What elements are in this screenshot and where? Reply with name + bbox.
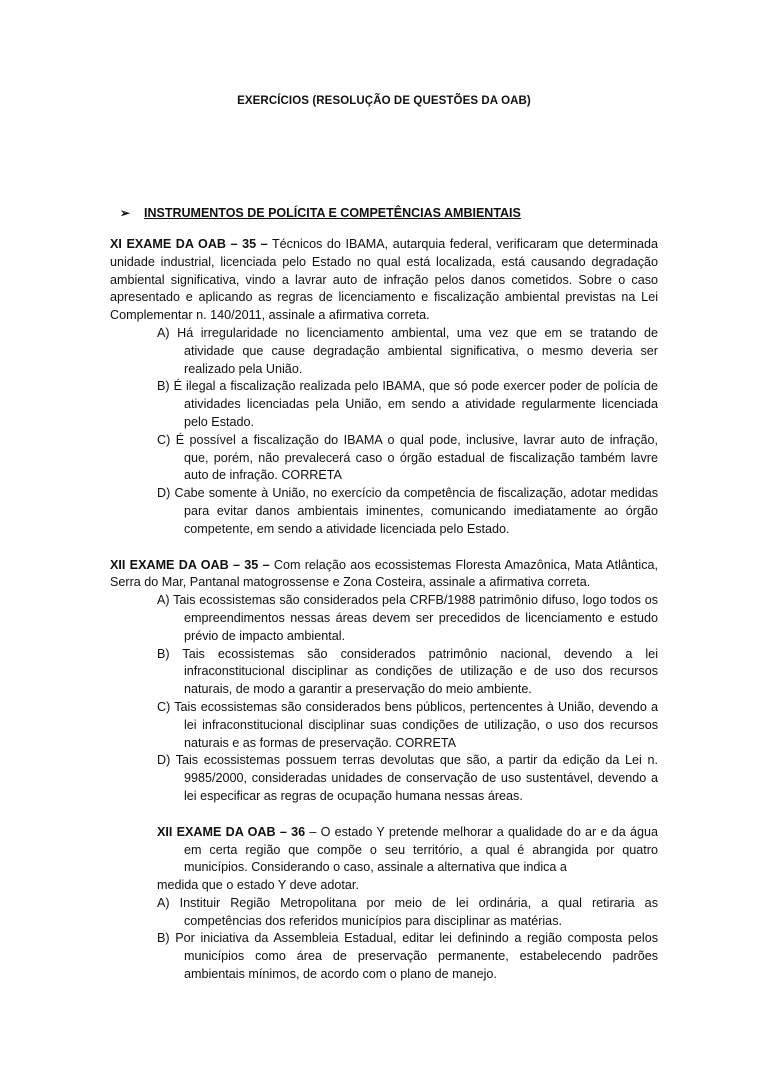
question-3-options [110, 895, 658, 984]
section-heading-text: INSTRUMENTOS DE POLÍCITA E COMPETÊNCIAS AMBIENTAIS [144, 206, 521, 220]
question-2-option-c: C) Tais ecossistemas são considerados bens públicos, pertencentes à União, devendo a lei infraconstitucional disciplinar suas condições de utilização, o uso dos recursos naturais e as formas de preservação. CORRETA [157, 699, 658, 750]
question-1-stem [110, 236, 658, 325]
question-2-options [110, 592, 658, 806]
question-1-option-c: C) É possível a fiscalização do IBAMA o qual pode, inclusive, lavrar auto de infração, que, porém, não prevalecerá caso o órgão estadual de fiscalização também lavre auto de infração. CORRETA [157, 432, 658, 483]
question-2-option-d: D) Tais ecossistemas possuem terras devolutas que são, a partir da edição da Lei n. 9985/2000, consideradas unidades de conservação de uso sustentável, devendo a lei especificar as regras de ocupação humana nessas áreas. [157, 753, 658, 803]
document-body [110, 236, 658, 1002]
question-3-option-b: B) Por iniciativa da Assembleia Estadual, editar lei definindo a região composta pelos municípios como área de preservação permanente, estabelecendo padrões ambientais mínimos, de acordo com o plano de manejo. [157, 931, 658, 982]
question-3-head: XII EXAME DA OAB – 36 [157, 824, 306, 839]
question-3-stem-continued: medida que o estado Y deve adotar. [157, 878, 359, 893]
question-1-head: XI EXAME DA OAB – 35 – [110, 237, 268, 251]
question-3-text: – O estado Y pretende melhorar a qualidade do ar e da água em certa região que compõe o seu território, a qual é abrangida por quatro municípios. Considerando o caso, assinale a alternativa que indica a [184, 824, 658, 875]
page-title: EXERCÍCIOS (RESOLUÇÃO DE QUESTÕES DA OAB) [237, 95, 531, 107]
question-2-option-a: A) Tais ecossistemas são considerados pela CRFB/1988 patrimônio difuso, logo todos os empreendimentos nessas áreas devem ser precedidos de licenciamento e estudo prévio de impacto ambiental. [157, 593, 658, 643]
question-1-option-b: B) É ilegal a fiscalização realizada pelo IBAMA, que só pode exercer poder de polícia de atividades licenciadas pela União, em sendo a atividade regularmente licenciada pelo Estado. [157, 379, 658, 429]
question-1 [110, 236, 658, 539]
question-1-text: Técnicos do IBAMA, autarquia federal, verificaram que determinada unidade industrial, licenciada pelo Estado no qual está localizada, está causando degradação ambiental significativa, vindo a lavrar auto de infração pelos danos cometidos. Sobre o caso apresentado e aplicando as regras de licenciamento e fiscalização ambiental previstas na Lei Complementar n. 140/2011, assinale a afirmativa correta. [110, 237, 658, 323]
arrow-bullet-icon: ➢ [120, 206, 131, 220]
question-3-option-a: A) Instituir Região Metropolitana por meio de lei ordinária, a qual retiraria as competências dos referidos municípios para disciplinar as matérias. [157, 895, 658, 928]
question-3 [110, 824, 658, 984]
question-1-options [110, 325, 658, 539]
question-3-stem [110, 824, 658, 877]
question-1-option-a: A) Há irregularidade no licenciamento ambiental, uma vez que em se tratando de atividade que cause degradação ambiental significativa, o mesmo deveria ser realizado pela União. [157, 325, 658, 376]
question-2 [110, 557, 658, 806]
section-heading [120, 206, 521, 220]
question-2-text: Com relação aos ecossistemas Floresta Amazônica, Mata Atlântica, Serra do Mar, Pantanal matogrossense e Zona Costeira, assinale a afirmativa correta. [110, 557, 658, 590]
question-2-stem [110, 557, 658, 593]
question-2-option-b: B) Tais ecossistemas são considerados patrimônio nacional, devendo a lei infraconstitucional disciplinar as condições de utilização e de uso dos recursos naturais, de modo a garantir a preservação do meio ambiente. [157, 646, 658, 697]
question-2-head: XII EXAME DA OAB – 35 – [110, 557, 270, 572]
question-1-option-d: D) Cabe somente à União, no exercício da competência de fiscalização, adotar medidas para evitar danos ambientais iminentes, comunicando imediatamente ao órgão competente, em sendo a atividade licenciada pelo Estado. [157, 486, 658, 536]
